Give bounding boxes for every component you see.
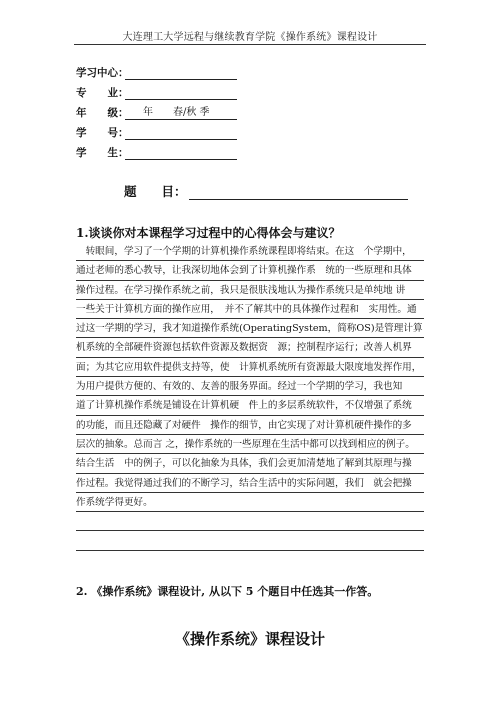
grade-field[interactable] [125,105,237,120]
page-header: 大连理工大学远程与继续教育学院《操作系统》课程设计 [122,32,378,43]
answer-line: 一些关于计算机方面的操作应用， 并不了解其中的具体操作过程和 实用性。通 [76,300,424,319]
course-design-title: 《操作系统》课程设计 [174,630,325,648]
answer-line-blank [76,512,424,531]
center-field[interactable] [125,65,237,80]
student-label: 学 生： [76,147,129,159]
answer-line: 结合生活 中的例子，可以化抽象为具体，我们会更加清楚地了解到其原理与操 [76,454,424,473]
grade-label: 年 级： [76,107,129,119]
topic-label: 题 目： [124,184,187,199]
answer-line: 作过程。我觉得通过我们的不断学习，结合生活中的实际问题，我们 就会把操 [76,474,424,493]
topic-field[interactable] [189,183,408,200]
answer-line: 机系统的全部硬件资源包括软件资源及数据资 源；控制程序运行；改善人机界 [76,338,424,357]
student-id-label: 学 号： [76,127,129,139]
answer-line: 层次的抽象。总而言 之，操作系统的一些原理在生活中都可以找到相应的例子。 [76,435,424,454]
grade-value: 年 春/秋 季 [143,107,210,118]
answer-line: 转眼间，学习了一个学期的计算机操作系统课程即将结束。在这 个学期中， [76,242,424,261]
answer-text-block [76,242,424,551]
answer-line: 过这一学期的学习，我才知道操作系统(OperatingSystem，简称OS)是管理计算 [76,319,424,338]
major-field[interactable] [125,85,237,100]
student-id-field[interactable] [125,125,237,140]
header-rule [74,44,426,45]
answer-line: 的功能，而且还隐藏了对硬件 操作的细节，由它实现了对计算机硬件操作的多 [76,416,424,435]
question-1-heading: 1.谈谈你对本课程学习过程中的心得体会与建议？ [76,226,341,240]
answer-line-blank [76,531,424,550]
question-2-heading: 2. 《操作系统》课程设计, 从以下 5 个题目中任选其一作答。 [76,585,379,598]
major-label: 专 业： [76,87,129,99]
answer-line: 面；为其它应用软件提供支持等，使 计算机系统所有资源最大限度地发挥作用， [76,358,424,377]
answer-line: 通过老师的悉心教导，让我深切地体会到了计算机操作系 统的一些原理和具体 [76,261,424,280]
student-field[interactable] [125,145,237,160]
center-label: 学习中心： [76,67,129,79]
answer-line: 为用户提供方便的、有效的、友善的服务界面。经过一个学期的学习，我也知 [76,377,424,396]
answer-line: 操作过程。在学习操作系统之前，我只是很肤浅地认为操作系统只是单纯地 讲 [76,281,424,300]
answer-line: 作系统学得更好。 [76,493,424,512]
answer-line: 道了计算机操作系统是铺设在计算机硬 件上的多层系统软件，不仅增强了系统 [76,396,424,415]
